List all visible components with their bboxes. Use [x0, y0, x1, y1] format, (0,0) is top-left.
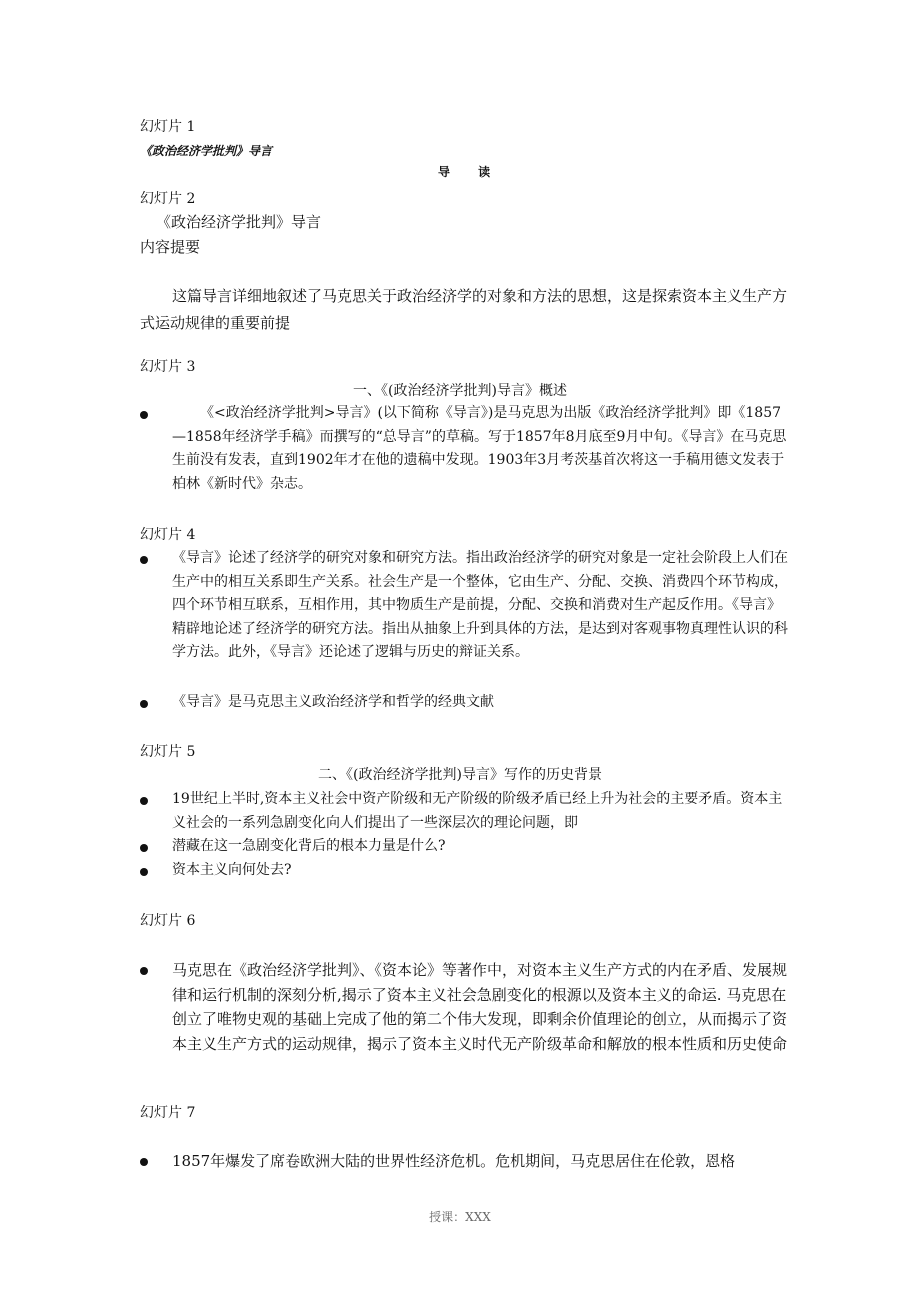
slide-3-heading: 一、《(政治经济学批判)导言》概述: [353, 383, 567, 399]
bullet-icon: [140, 868, 148, 876]
slide-3-label: 幻灯片 3: [140, 359, 196, 375]
bullet-icon: [140, 556, 148, 564]
list-item: [140, 788, 790, 835]
slide-1-label: 幻灯片 1: [140, 119, 196, 135]
list-item-text: 《导言》论述了经济学的研究对象和研究方法。指出政治经济学的研究对象是一定社会阶段上人们在生产中的相互关系即生产关系。社会生产是一个整体，它由生产、分配、交换、消费四个环节构成，四个环节相互联系，互相作用，其中物质生产是前提，分配、交换和消费对生产起反作用。《导言》精辟地论述了经济学的研究方法。指出从抽象上升到具体的方法，是达到对客观事物真理性认识的科学方法。此外，《导言》还论述了逻辑与历史的辩证关系。: [172, 550, 788, 660]
slide-2-title: 《政治经济学批判》导言: [156, 213, 322, 231]
slide-1-subtitle: 导 读: [438, 165, 503, 179]
list-item-text: 《导言》是马克思主义政治经济学和哲学的经典文献: [172, 694, 494, 710]
slide-1-title: 《政治经济学批判》导言: [140, 144, 273, 158]
list-item: [140, 547, 790, 665]
slide-7-label: 幻灯片 7: [140, 1105, 196, 1121]
slide-2-paragraph: 这篇导言详细地叙述了马克思关于政治经济学的对象和方法的思想，这是探索资本主义生产方式运动规律的重要前提: [140, 287, 788, 332]
list-item: [140, 859, 790, 883]
bullet-icon: [140, 844, 148, 852]
bullet-icon: [140, 411, 148, 419]
slide-4-label: 幻灯片 4: [140, 527, 196, 543]
list-item-text: 《<政治经济学批判>导言》(以下简称《导言》)是马克思为出版《政治经济学批判》即《1857—1858年经济学手稿》而撰写的“总导言”的草稿。写于1857年8月底至9月中旬。《导言》在马克思生前没有发表，直到1902年才在他的遗稿中发现。1903年3月考茨基首次将这一手稿用德文发表于柏林《新时代》杂志。: [172, 405, 787, 492]
bullet-icon: [140, 797, 148, 805]
slide-5-label: 幻灯片 5: [140, 744, 196, 760]
list-item: [140, 402, 790, 496]
list-item: [140, 691, 790, 715]
list-item-text: 潜藏在这一急剧变化背后的根本力量是什么?: [172, 838, 446, 854]
slide-6-label: 幻灯片 6: [140, 913, 196, 929]
bullet-icon: [140, 700, 148, 708]
list-item: [140, 958, 790, 1056]
page-footer: 授课：XXX: [429, 1210, 491, 1224]
bullet-icon: [140, 967, 148, 975]
slide-2-label: 幻灯片 2: [140, 191, 196, 207]
list-item-text: 马克思在《政治经济学批判》、《资本论》等著作中，对资本主义生产方式的内在矛盾、发展规律和运行机制的深刻分析,揭示了资本主义社会急剧变化的根源以及资本主义的命运. 马克思在创立了唯物史观的基础上完成了他的第二个伟大发现，即剩余价值理论的创立，从而揭示了资本主义生产方式的运动规律，揭示了资本主义时代无产阶级革命和解放的根本性质和历史使命: [172, 961, 788, 1053]
bullet-icon: [140, 1158, 148, 1166]
slide-2-heading: 内容提要: [140, 238, 201, 256]
list-item: [140, 835, 790, 859]
list-item-text: 资本主义向何处去?: [172, 862, 292, 878]
list-item-text: 19世纪上半时,资本主义社会中资产阶级和无产阶级的阶级矛盾已经上升为社会的主要矛盾。资本主义社会的一系列急剧变化向人们提出了一些深层次的理论问题，即: [172, 791, 783, 831]
list-item-text: 1857年爆发了席卷欧洲大陆的世界性经济危机。危机期间，马克思居住在伦敦，恩格: [172, 1152, 736, 1170]
slide-5-heading: 二、《(政治经济学批判)导言》写作的历史背景: [318, 767, 602, 783]
list-item: [140, 1149, 790, 1174]
